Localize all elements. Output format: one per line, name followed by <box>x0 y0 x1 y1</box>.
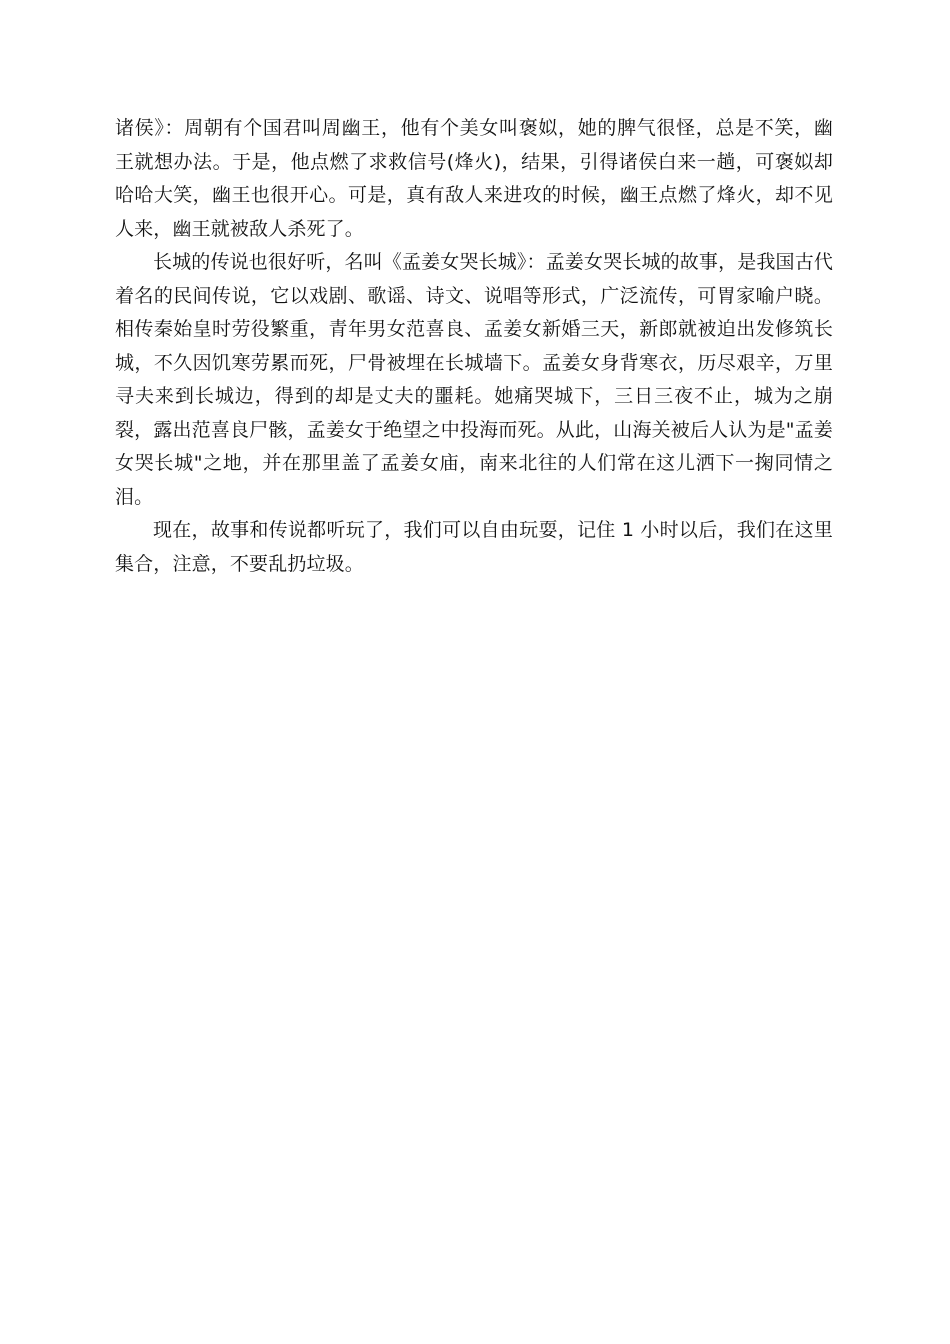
paragraph-continuation: 诸侯》：周朝有个国君叫周幽王，他有个美女叫褒姒，她的脾气很怪，总是不笑，幽王就想办法。于是，他点燃了求救信号(烽火)，结果，引得诸侯白来一趟，可褒姒却哈哈大笑，幽王也很开心。可是，真有敌人来进攻的时候，幽王点燃了烽火，却不见人来，幽王就被敌人杀死了。 <box>115 117 833 240</box>
paragraph-great-wall-legend: 长城的传说也很好听，名叫《孟姜女哭长城》：孟姜女哭长城的故事，是我国古代着名的民间传说，它以戏剧、歌谣、诗文、说唱等形式，广泛流传，可胃家喻户晓。相传秦始皇时劳役繁重，青年男女范喜良、孟姜女新婚三天，新郎就被迫出发修筑长城，不久因饥寒劳累而死，尸骨被埋在长城墙下。孟姜女身背寒衣，历尽艰辛，万里寻夫来到长城边，得到的却是丈夫的噩耗。她痛哭城下，三日三夜不止，城为之崩裂，露出范喜良尸骸，孟姜女于绝望之中投海而死。从此，山海关被后人认为是"孟姜女哭长城"之地，并在那里盖了孟姜女庙，南来北往的人们常在这儿洒下一掬同情之泪。 <box>115 251 833 508</box>
document-body <box>115 112 833 581</box>
paragraph-closing-instructions: 现在，故事和传说都听玩了，我们可以自由玩耍，记住 1 小时以后，我们在这里集合，注意，不要乱扔垃圾。 <box>115 519 833 575</box>
